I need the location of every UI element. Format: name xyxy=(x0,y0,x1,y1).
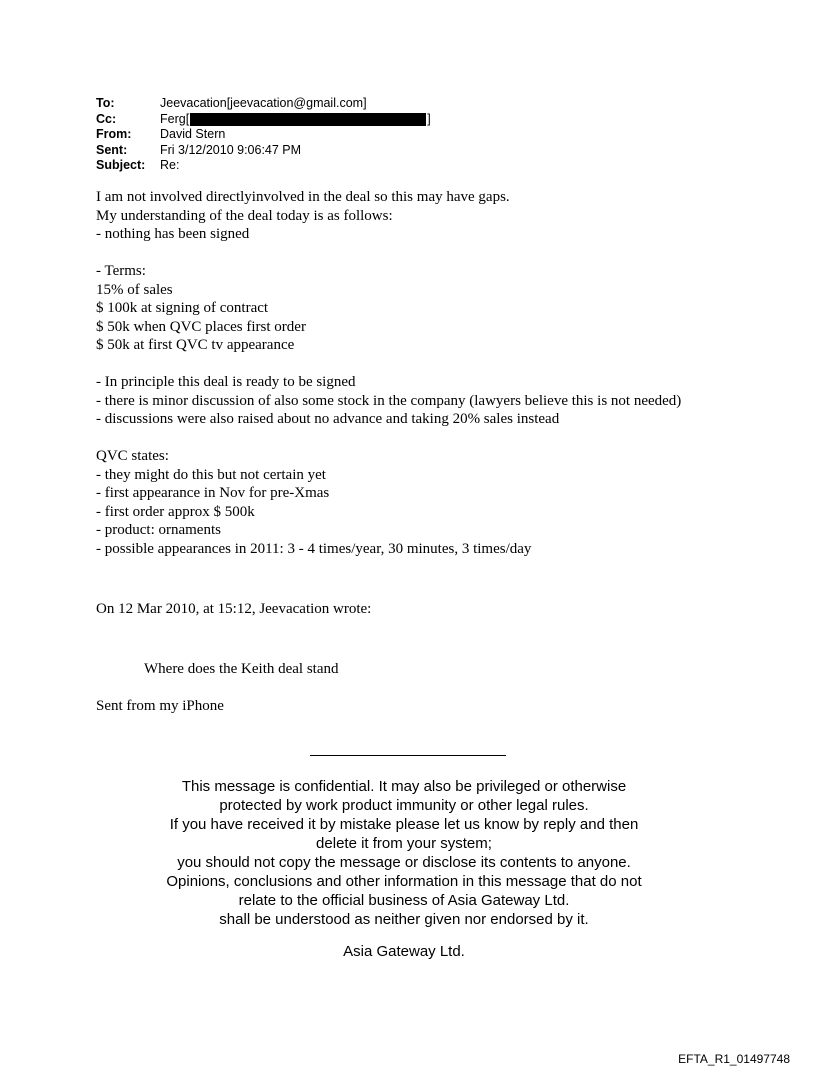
sent-row xyxy=(96,143,431,159)
body-line: $ 50k when QVC places first order xyxy=(96,318,306,335)
from-label: From: xyxy=(96,127,132,141)
cc-suffix: ] xyxy=(427,111,431,126)
body-line: QVC states: xyxy=(96,448,169,464)
body-line: - discussions were also raised about no advance and taking 20% sales instead xyxy=(96,411,560,427)
company-name: Asia Gateway Ltd. xyxy=(343,943,465,960)
subject-row xyxy=(96,158,431,174)
body-line: $ 50k at first QVC tv appearance xyxy=(96,337,295,353)
disclaimer-line: If you have received it by mistake please let us know by reply and then xyxy=(169,816,639,833)
subject-value: Re: xyxy=(160,158,180,172)
email-header xyxy=(96,96,431,174)
separator-line xyxy=(310,755,506,756)
sent-value: Fri 3/12/2010 9:06:47 PM xyxy=(160,142,302,157)
document-id: EFTA_R1_01497748 xyxy=(678,1052,790,1066)
body-line: 15% of sales xyxy=(96,281,173,298)
quoted-text: Where does the Keith deal stand xyxy=(144,660,339,677)
body-line: $ 100k at signing of contract xyxy=(96,300,269,316)
cc-prefix: Ferg[ xyxy=(160,111,190,126)
to-value: Jeevacation[jeevacation@gmail.com] xyxy=(160,96,367,110)
body-line: - possible appearances in 2011: 3 - 4 times/year, 30 minutes, 3 times/day xyxy=(96,540,532,557)
cc-label: Cc: xyxy=(96,111,117,126)
body-line: - first order approx $ 500k xyxy=(96,503,255,520)
disclaimer-line: protected by work product immunity or other legal rules. xyxy=(219,797,589,814)
signature: Sent from my iPhone xyxy=(96,697,224,714)
body-line: - first appearance in Nov for pre-Xmas xyxy=(96,485,330,501)
disclaimer-line: Opinions, conclusions and other information in this message that do not xyxy=(166,873,642,890)
body-line: My understanding of the deal today is as follows: xyxy=(96,207,393,224)
confidentiality-disclaimer xyxy=(120,777,688,961)
quoted-header: On 12 Mar 2010, at 15:12, Jeevacation wrote: xyxy=(96,601,372,617)
cc-value xyxy=(160,112,431,128)
body-line: - nothing has been signed xyxy=(96,226,250,242)
body-line: - product: ornaments xyxy=(96,522,221,538)
disclaimer-line: delete it from your system; xyxy=(316,835,492,852)
cc-row xyxy=(96,112,431,128)
sent-label: Sent: xyxy=(96,142,128,157)
body-line: - there is minor discussion of also some stock in the company (lawyers believe this is not needed) xyxy=(96,392,682,409)
subject-label: Subject: xyxy=(96,158,146,172)
body-line: - they might do this but not certain yet xyxy=(96,466,326,483)
disclaimer-line: shall be understood as neither given nor endorsed by it. xyxy=(219,911,589,928)
from-row xyxy=(96,127,431,143)
body-line: - In principle this deal is ready to be signed xyxy=(96,374,356,390)
redaction-block xyxy=(190,113,426,126)
disclaimer-line: you should not copy the message or disclose its contents to anyone. xyxy=(177,854,631,871)
email-body xyxy=(96,188,681,715)
disclaimer-line: This message is confidential. It may also be privileged or otherwise xyxy=(181,778,627,795)
disclaimer-line: relate to the official business of Asia Gateway Ltd. xyxy=(238,892,570,909)
to-row xyxy=(96,96,431,112)
to-label: To: xyxy=(96,96,115,110)
body-line: - Terms: xyxy=(96,263,146,279)
from-value: David Stern xyxy=(160,127,226,141)
body-line: I am not involved directlyinvolved in the deal so this may have gaps. xyxy=(96,189,510,205)
